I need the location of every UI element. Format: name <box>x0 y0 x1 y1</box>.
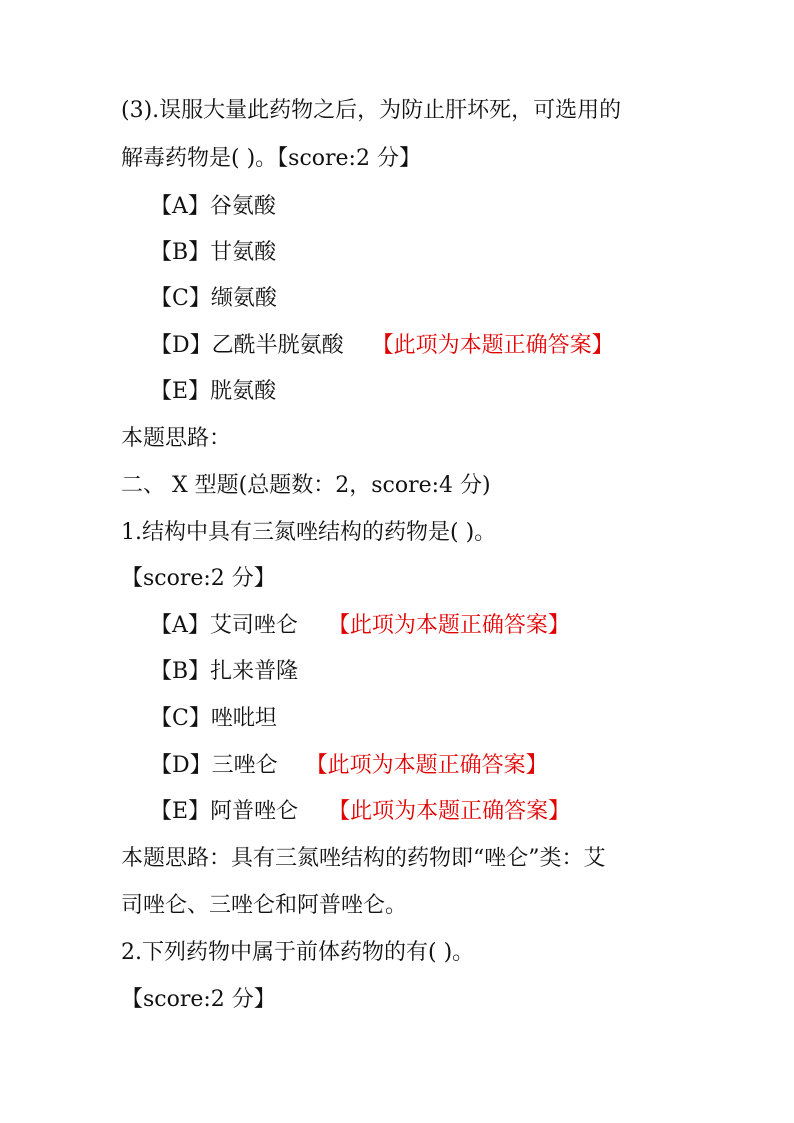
option-letter: 【E】 <box>150 379 211 404</box>
option-text: 乙酰半胱氨酸 <box>211 333 344 358</box>
q3-option-d <box>150 331 614 361</box>
q3-option-b <box>150 238 276 268</box>
q1-option-c <box>150 704 277 734</box>
q1-option-d <box>150 751 548 781</box>
q3-option-c <box>150 284 277 314</box>
option-letter: 【D】 <box>150 333 212 358</box>
option-letter: 【C】 <box>150 286 211 311</box>
question-1-score: 【score:2 分】 <box>121 566 276 591</box>
q1-option-b <box>150 657 298 687</box>
correct-answer-marker: 【此项为本题正确答案】 <box>327 613 570 638</box>
q3-option-e <box>150 377 276 407</box>
q1-rationale-line-1: 本题思路：具有三氮唑结构的药物即“唑仑”类：艾 <box>121 846 606 871</box>
option-letter: 【B】 <box>150 240 211 265</box>
option-text: 艾司唑仑 <box>209 613 298 638</box>
option-letter: 【A】 <box>150 613 210 638</box>
option-text: 阿普唑仑 <box>210 799 299 824</box>
correct-answer-marker: 【此项为本题正确答案】 <box>305 753 548 778</box>
option-text: 缬氨酸 <box>210 286 277 311</box>
question-1-text: 1.结构中具有三氮唑结构的药物是( )。 <box>121 520 497 545</box>
option-letter: 【B】 <box>150 659 211 684</box>
option-text: 唑吡坦 <box>210 706 277 731</box>
question-3-text-line-2: 解毒药物是( )。【score:2 分】 <box>121 146 421 171</box>
question-2-score: 【score:2 分】 <box>121 987 276 1012</box>
option-text: 甘氨酸 <box>210 240 277 265</box>
option-text: 胱氨酸 <box>210 379 277 404</box>
option-text: 谷氨酸 <box>209 194 276 219</box>
q1-rationale-line-2: 司唑仑、三唑仑和阿普唑仑。 <box>121 893 408 918</box>
question-3-text-line-1: (3).误服大量此药物之后，为防止肝坏死，可选用的 <box>121 98 622 123</box>
option-letter: 【A】 <box>150 194 210 219</box>
q1-option-a <box>150 611 570 641</box>
q1-option-e <box>150 797 570 827</box>
option-letter: 【D】 <box>150 753 212 778</box>
q3-rationale: 本题思路： <box>121 426 232 451</box>
correct-answer-marker: 【此项为本题正确答案】 <box>328 799 571 824</box>
question-2-text: 2.下列药物中属于前体药物的有( )。 <box>121 940 475 965</box>
correct-answer-marker: 【此项为本题正确答案】 <box>371 333 614 358</box>
option-text: 三唑仑 <box>211 753 278 778</box>
option-letter: 【E】 <box>150 799 211 824</box>
option-letter: 【C】 <box>150 706 211 731</box>
section-heading: 二、 X 型题(总题数：2，score:4 分) <box>121 473 491 498</box>
option-text: 扎来普隆 <box>210 659 299 684</box>
q3-option-a <box>150 192 276 222</box>
